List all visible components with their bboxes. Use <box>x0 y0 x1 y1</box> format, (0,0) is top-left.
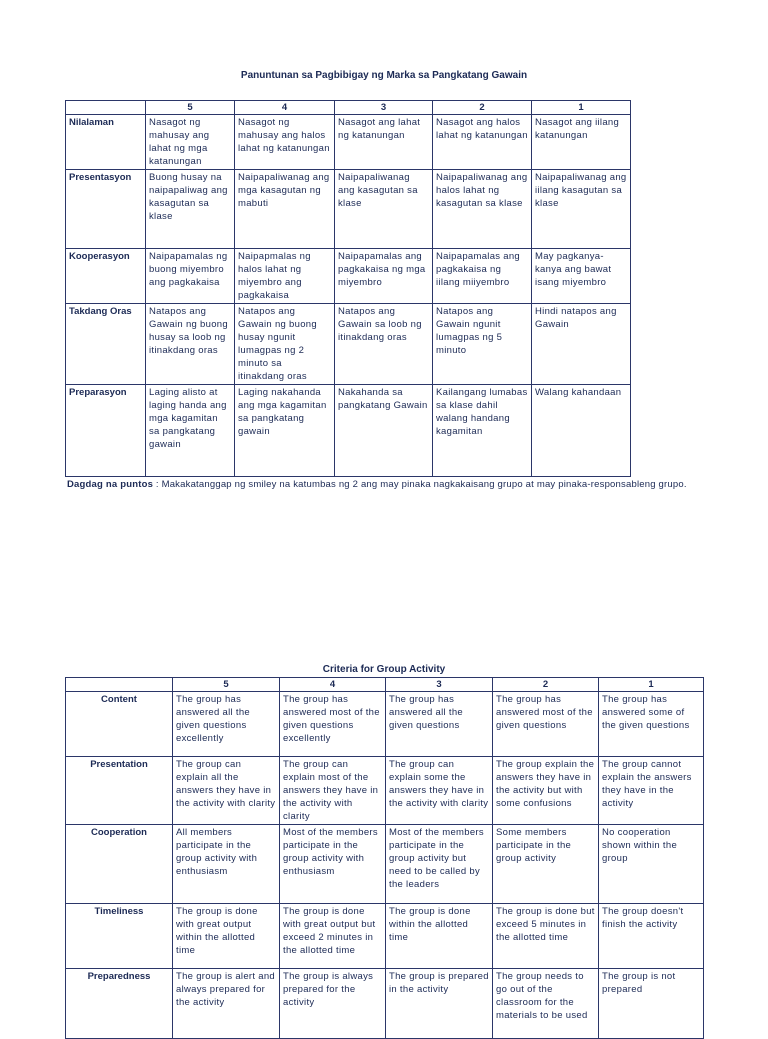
table-row <box>66 969 704 1039</box>
criterion-cell: Nilalaman <box>66 115 146 170</box>
rubric-cell: The group is done with great output but exceed 2 minutes in the allotted time <box>280 904 386 969</box>
english-rubric-title: Criteria for Group Activity <box>322 664 446 675</box>
rubric-cell: Kailangang lumabas sa klase dahil walang handang kagamitan <box>433 385 532 477</box>
rubric-cell: Naipapaliwanag ang kasagutan sa klase <box>335 170 433 249</box>
criterion-cell: Preparasyon <box>66 385 146 477</box>
rubric-cell: The group is prepared in the activity <box>386 969 493 1039</box>
rubric-cell: All members participate in the group activity with enthusiasm <box>173 825 280 904</box>
rubric-cell: Natapos ang Gawain ng buong husay ngunit lumagpas ng 2 minuto sa itinakdang oras <box>235 304 335 385</box>
rubric-cell: Naipapmalas ng halos lahat ng miyembro ang pagkakaisa <box>235 249 335 304</box>
rubric-cell: Naipapamalas ang pagkakaisa ng mga miyembro <box>335 249 433 304</box>
rubric-cell: The group has answered some of the given questions <box>599 692 704 757</box>
rubric-cell: The group needs to go out of the classroom for the materials to be used <box>493 969 599 1039</box>
bonus-points-label: Dagdag na puntos <box>67 479 154 490</box>
criterion-cell: Timeliness <box>66 904 173 969</box>
rubric-cell: The group has answered all the given questions <box>386 692 493 757</box>
rubric-cell: Most of the members participate in the group activity but need to be called by the leaders <box>386 825 493 904</box>
rubric-cell: The group can explain most of the answers they have in the activity with clarity <box>280 757 386 825</box>
rubric-cell: No cooperation shown within the group <box>599 825 704 904</box>
english-rubric-table <box>65 677 704 1039</box>
table-row <box>66 825 704 904</box>
rubric-cell: The group is done but exceed 5 minutes in the allotted time <box>493 904 599 969</box>
criterion-cell: Kooperasyon <box>66 249 146 304</box>
header-cell: 4 <box>235 101 335 115</box>
header-cell: 3 <box>335 101 433 115</box>
rubric-cell: The group doesn't finish the activity <box>599 904 704 969</box>
header-cell: 2 <box>493 678 599 692</box>
header-cell: 5 <box>173 678 280 692</box>
rubric-cell: Natapos ang Gawain ng buong husay sa loob ng itinakdang oras <box>146 304 235 385</box>
rubric-cell: Nasagot ang halos lahat ng katanungan <box>433 115 532 170</box>
table-header-row <box>66 101 631 115</box>
header-cell: 2 <box>433 101 532 115</box>
rubric-cell: The group can explain all the answers they have in the activity with clarity <box>173 757 280 825</box>
header-cell <box>66 678 173 692</box>
rubric-cell: Walang kahandaan <box>532 385 631 477</box>
rubric-cell: Natapos ang Gawain sa loob ng itinakdang oras <box>335 304 433 385</box>
header-cell: 4 <box>280 678 386 692</box>
bonus-points-text: : Makakatanggap ng smiley na katumbas ng 2 ang may pinaka nagkakaisang grupo at may pinaka-responsableng grupo. <box>155 479 687 490</box>
rubric-cell: The group is alert and always prepared for the activity <box>173 969 280 1039</box>
rubric-cell: The group explain the answers they have in the activity but with some confusions <box>493 757 599 825</box>
rubric-cell: Laging nakahanda ang mga kagamitan sa pangkatang gawain <box>235 385 335 477</box>
rubric-cell: Buong husay na naipapaliwag ang kasagutan sa klase <box>146 170 235 249</box>
rubric-cell: Nasagot ang iilang katanungan <box>532 115 631 170</box>
rubric-cell: The group can explain some the answers they have in the activity with clarity <box>386 757 493 825</box>
criterion-cell: Preparedness <box>66 969 173 1039</box>
rubric-cell: The group is not prepared <box>599 969 704 1039</box>
header-cell: 3 <box>386 678 493 692</box>
table-row <box>66 692 704 757</box>
header-cell: 1 <box>532 101 631 115</box>
bonus-points-note <box>67 478 707 492</box>
rubric-cell: Nasagot ang lahat ng katanungan <box>335 115 433 170</box>
criterion-cell: Content <box>66 692 173 757</box>
criterion-cell: Cooperation <box>66 825 173 904</box>
header-cell <box>66 101 146 115</box>
rubric-cell: Naipapaliwanag ang iilang kasagutan sa klase <box>532 170 631 249</box>
rubric-cell: The group is always prepared for the activity <box>280 969 386 1039</box>
criterion-cell: Presentation <box>66 757 173 825</box>
rubric-cell: The group has answered most of the given questions excellently <box>280 692 386 757</box>
header-cell: 1 <box>599 678 704 692</box>
table-row <box>66 170 631 249</box>
rubric-cell: The group cannot explain the answers they have in the activity <box>599 757 704 825</box>
rubric-cell: May pagkanya-kanya ang bawat isang miyembro <box>532 249 631 304</box>
rubric-cell: Most of the members participate in the group activity with enthusiasm <box>280 825 386 904</box>
rubric-cell: Some members participate in the group activity <box>493 825 599 904</box>
criterion-cell: Takdang Oras <box>66 304 146 385</box>
rubric-cell: The group is done with great output within the allotted time <box>173 904 280 969</box>
filipino-rubric-title: Panuntunan sa Pagbibigay ng Marka sa Pangkatang Gawain <box>240 70 528 81</box>
rubric-cell: Hindi natapos ang Gawain <box>532 304 631 385</box>
rubric-cell: Naipapamalas ng buong miyembro ang pagkakaisa <box>146 249 235 304</box>
header-cell: 5 <box>146 101 235 115</box>
rubric-cell: Nasagot ng mahusay ang lahat ng mga katanungan <box>146 115 235 170</box>
rubric-cell: The group is done within the allotted time <box>386 904 493 969</box>
rubric-cell: Natapos ang Gawain ngunit lumagpas ng 5 minuto <box>433 304 532 385</box>
table-header-row <box>66 678 704 692</box>
rubric-cell: The group has answered most of the given questions <box>493 692 599 757</box>
table-row <box>66 385 631 477</box>
table-row <box>66 904 704 969</box>
table-row <box>66 249 631 304</box>
rubric-cell: Naipapaliwanag ang halos lahat ng kasagutan sa klase <box>433 170 532 249</box>
rubric-cell: Naipapaliwanag ang mga kasagutan ng mabuti <box>235 170 335 249</box>
criterion-cell: Presentasyon <box>66 170 146 249</box>
rubric-cell: Naipapamalas ang pagkakaisa ng iilang miiyembro <box>433 249 532 304</box>
rubric-cell: The group has answered all the given questions excellently <box>173 692 280 757</box>
table-row <box>66 757 704 825</box>
table-row <box>66 115 631 170</box>
filipino-rubric-table <box>65 100 631 477</box>
table-row <box>66 304 631 385</box>
rubric-cell: Nakahanda sa pangkatang Gawain <box>335 385 433 477</box>
rubric-cell: Laging alisto at laging handa ang mga kagamitan sa pangkatang gawain <box>146 385 235 477</box>
rubric-cell: Nasagot ng mahusay ang halos lahat ng katanungan <box>235 115 335 170</box>
